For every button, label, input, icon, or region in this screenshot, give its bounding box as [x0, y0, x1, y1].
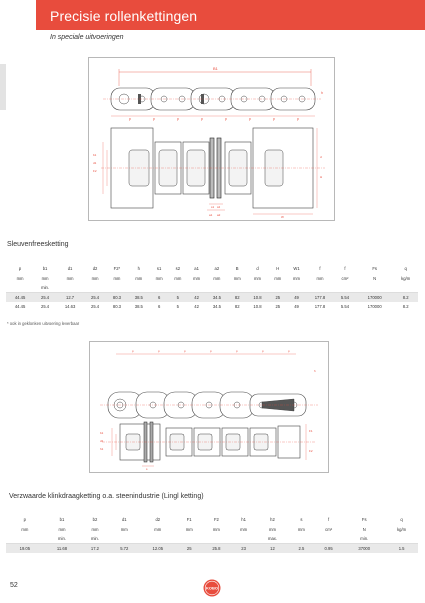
table-cell [334, 283, 356, 293]
table-cell [356, 283, 394, 293]
dim-s2: s2 [217, 205, 221, 209]
table-cell: d1 [67, 265, 73, 271]
table-cell [268, 283, 287, 293]
table-cell: 19.05 [6, 544, 44, 554]
table-cell: 17.2 [80, 544, 109, 554]
table-cell: 23 [231, 544, 256, 554]
table-cell: Fs [372, 265, 377, 271]
table-cell: mm [21, 527, 29, 532]
chain-drawing-2-svg [90, 342, 328, 472]
table-cell [231, 534, 256, 544]
table-cell: 8.2 [393, 293, 418, 303]
page-number: 52 [10, 582, 18, 589]
table-cell: mm [212, 527, 220, 532]
table-cell: 25.4 [84, 293, 106, 303]
table-cell: f [344, 265, 346, 271]
table-cell: 25 [177, 544, 202, 554]
table-cell: 170000 [367, 304, 382, 309]
footnote: * ook in geklonken uitvoering leverbaar [7, 321, 80, 326]
table-cell [110, 534, 139, 544]
table-cell: 6 [157, 304, 161, 309]
table-cell [6, 283, 34, 293]
section-1-title: Sleuvenfreesketting [7, 241, 69, 248]
table-cell: mm [41, 276, 49, 281]
table-cell: b1 [59, 516, 65, 522]
table-cell: 44.45 [14, 304, 26, 309]
table-cell: mm [58, 527, 66, 532]
table-cell: min. [80, 534, 109, 544]
table-units-row-2 [6, 283, 418, 293]
dim-p-8: p [297, 117, 299, 121]
table-cell [306, 283, 334, 293]
table-cell: d2 [92, 265, 98, 271]
dim-p-6: p [249, 117, 251, 121]
table-cell [385, 534, 418, 544]
table-cell: mm [66, 276, 74, 281]
table-cell: F1 [186, 516, 192, 522]
dim-a2: a2 [217, 213, 221, 217]
table-cell: 5 [168, 293, 187, 303]
dim-h: h [321, 91, 323, 95]
table-cell [247, 283, 269, 293]
table-cell [56, 283, 84, 293]
table-units-row [6, 525, 418, 534]
table-cell: 14.63 [64, 304, 76, 309]
section-2-title: Verzwaarde klinkdraagketting o.a. steenindustrie (Lingl ketting) [9, 493, 204, 500]
dim2-b1: b1 [100, 431, 104, 435]
table-cell [202, 534, 231, 544]
table-cell: B [235, 265, 239, 271]
table-cell: 10.8 [253, 304, 262, 309]
technical-drawing-2 [89, 341, 329, 473]
table-cell: mm [113, 276, 121, 281]
table-cell: mm [254, 276, 261, 281]
dim2-p-7: p [288, 349, 290, 353]
table-cell: 44.45 [6, 293, 34, 303]
technical-drawing-1 [88, 57, 335, 221]
page-header [36, 0, 425, 30]
table-cell: F2* [113, 265, 121, 271]
dim-p-1: p [129, 117, 131, 121]
table-cell: 49 [294, 304, 299, 309]
table-cell: q [400, 516, 403, 522]
dim-p-4: p [201, 117, 203, 121]
table-cell: a1 [194, 265, 199, 271]
table-cell: 25.8 [202, 544, 231, 554]
table-cell: mm [91, 527, 99, 532]
dim-p-5: p [225, 117, 227, 121]
table-cell: a2 [214, 265, 220, 271]
table-cell: 12.05 [139, 544, 177, 554]
table-cell: 25.4 [90, 304, 100, 309]
table-cell: h [137, 265, 140, 271]
table-cell: 38.5 [134, 304, 143, 309]
kobo-logo [203, 579, 221, 597]
dim-label: B1 [213, 66, 218, 71]
table-cell: mm [240, 527, 248, 532]
dim2-p-3: p [184, 349, 186, 353]
table-cell [139, 534, 177, 544]
table-cell: 42 [187, 293, 206, 303]
table-cell: W1 [293, 265, 300, 271]
table-cell: f [328, 516, 330, 522]
table-cell [287, 283, 306, 293]
table-cell: 12 [256, 544, 289, 554]
table-cell: mm [155, 276, 163, 281]
table-cell: 42 [194, 304, 199, 309]
table-cell: 25.4 [40, 304, 50, 309]
table-cell: d1 [121, 516, 127, 522]
side-tab [0, 64, 6, 110]
table-cell: 5.54 [340, 304, 350, 309]
table-cell [168, 283, 187, 293]
table-cell: H [276, 265, 280, 271]
page-title: Precisie rollenkettingen [50, 8, 198, 24]
table-cell [187, 283, 206, 293]
table-cell: 38.5 [128, 293, 150, 303]
table-cell: b1 [42, 265, 48, 271]
table-cell: 82 [228, 293, 247, 303]
table-cell: 170000 [356, 293, 394, 303]
table-cell: mm [193, 276, 201, 281]
table-cell: mm [91, 276, 99, 281]
table-cell: 5.54 [334, 293, 356, 303]
table-cell: 8.2 [402, 304, 409, 309]
dim-b1: b1 [93, 153, 97, 157]
dim2-h1: h1 [100, 447, 104, 451]
dim2-f1: F1 [309, 429, 313, 433]
table-cell: 5 [176, 304, 180, 309]
table-cell: f [319, 265, 321, 271]
table-header-row [6, 262, 418, 274]
dim2-f2: F2 [309, 449, 313, 453]
table-cell: 82 [234, 304, 240, 309]
table-cell: 12.7 [56, 293, 84, 303]
table-cell: 34.5 [206, 293, 228, 303]
table-cell: 80.3 [106, 293, 128, 303]
table-cell: 11.68 [44, 544, 81, 554]
dim2-h: h [314, 369, 316, 373]
table-cell: mm [213, 276, 221, 281]
dim-s1: s1 [211, 205, 215, 209]
table-cell: mm [293, 276, 301, 281]
dim2-s: s [146, 467, 148, 471]
table-row [6, 544, 418, 554]
spec-table-1 [6, 262, 418, 311]
table-cell: 25 [275, 304, 281, 309]
dim-d: d [320, 155, 322, 159]
chain-drawing-1-svg [89, 58, 334, 220]
table-cell: mm [185, 527, 193, 532]
dim2-p-1: p [132, 349, 134, 353]
table-cell: 177.8 [306, 293, 334, 303]
table-cell: 6 [150, 293, 169, 303]
table-cell [128, 283, 150, 293]
page-subtitle: In speciale uitvoeringen [50, 34, 124, 41]
dim-p-2: p [153, 117, 155, 121]
table-cell: d [256, 265, 259, 271]
table-cell: min. [44, 534, 81, 544]
table-cell: 1.5 [385, 544, 418, 554]
table-cell: p [18, 265, 22, 271]
table-cell: max. [256, 534, 289, 544]
table-cell: s [300, 516, 303, 522]
table-cell: p [23, 516, 27, 522]
table-cell: b2 [92, 516, 98, 522]
table-cell [106, 283, 128, 293]
table-cell: 177.8 [314, 304, 326, 309]
table-cell: mm [233, 276, 241, 281]
table-cell: 49 [287, 293, 306, 303]
table-cell: mm [154, 527, 162, 532]
table-cell [314, 534, 343, 544]
table-cell: d2 [155, 516, 161, 522]
table-cell: mm [120, 527, 128, 532]
table-header-row [6, 513, 418, 525]
table-cell: mm [274, 276, 282, 281]
table-cell: Fs [361, 516, 367, 522]
table-cell: cm² [325, 527, 333, 532]
table-cell: 25 [268, 293, 287, 303]
table-cell [228, 283, 247, 293]
table-cell: mm [269, 527, 276, 532]
table-cell: h1 [241, 516, 246, 522]
table-cell [84, 283, 106, 293]
table-cell: 34.5 [212, 304, 221, 309]
table-cell: kg/m [397, 527, 407, 532]
dim-f2: F2 [93, 169, 97, 173]
table-cell: N [373, 276, 377, 281]
table-cell: 37000 [343, 544, 385, 554]
table-cell: N [362, 527, 366, 532]
dim2-p-4: p [210, 349, 212, 353]
table-cell: 10.8 [247, 293, 269, 303]
dim-d1: d1 [93, 161, 97, 165]
table-cell: mm [135, 276, 143, 281]
dim2-d1: d1 [100, 439, 104, 443]
dim-p-7: p [273, 117, 275, 121]
table-cell [206, 283, 228, 293]
dim-hh: H [320, 175, 323, 179]
table-cell: cm² [341, 276, 349, 281]
logo-text: KOBO [206, 585, 218, 591]
table-cell: 5.72 [110, 544, 139, 554]
dim-w: W [281, 215, 284, 219]
table-cell: min. [34, 283, 56, 293]
dim2-p-5: p [236, 349, 238, 353]
spec-table-2 [6, 513, 418, 553]
table-units-row [6, 274, 418, 283]
table-cell: s2 [175, 265, 181, 271]
table-cell: 25.4 [34, 293, 56, 303]
dim2-p-6: p [262, 349, 264, 353]
table-cell [150, 283, 169, 293]
table-cell: min. [343, 534, 385, 544]
table-cell: kg/m [401, 276, 411, 281]
table-row [6, 302, 418, 311]
table-cell [6, 534, 44, 544]
table-units-row-2 [6, 534, 418, 544]
table-cell: mm [16, 276, 24, 281]
dim-a1: a1 [209, 213, 213, 217]
table-cell [177, 534, 202, 544]
table-cell: h2 [270, 516, 275, 522]
table-cell: q [404, 265, 407, 271]
table-cell: 0.95 [314, 544, 343, 554]
dim2-p-2: p [158, 349, 160, 353]
table-cell: mm [316, 276, 324, 281]
table-cell: 80.3 [112, 304, 122, 309]
table-cell [393, 283, 418, 293]
dim-p-3: p [177, 117, 179, 121]
table-cell [289, 534, 314, 544]
table-cell: F2 [213, 516, 219, 522]
table-cell: 2.5 [289, 544, 314, 554]
table-cell: s1 [156, 265, 162, 271]
table-row [6, 293, 418, 303]
table-cell: mm [174, 276, 182, 281]
table-cell: mm [297, 527, 305, 532]
